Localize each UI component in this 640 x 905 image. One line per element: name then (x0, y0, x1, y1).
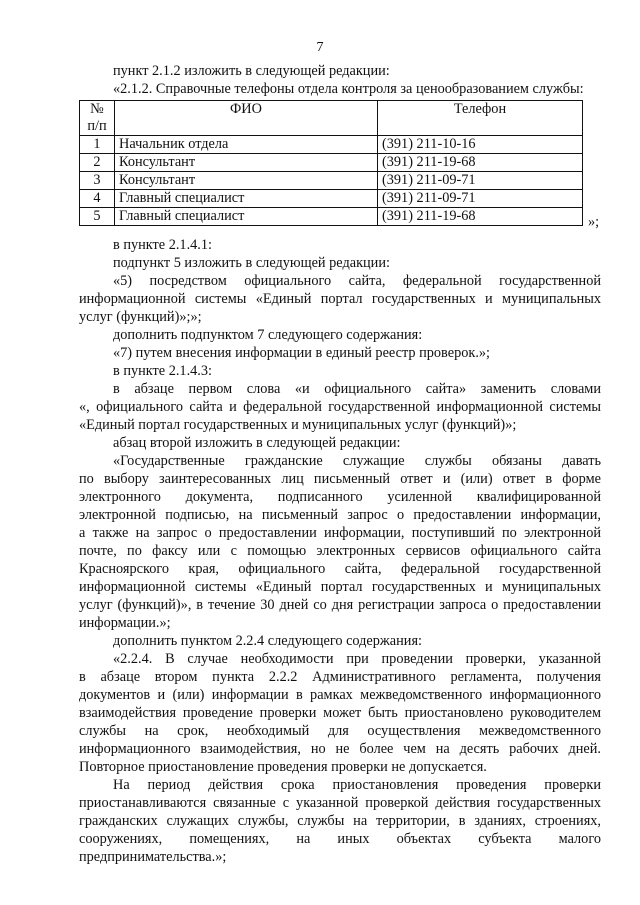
text-line: «7) путем внесения информации в единый реестр проверок.»; (113, 345, 491, 361)
text-line: «5) посредством официального сайта, федеральной государственной (113, 273, 601, 289)
text-line: электронного документа, подписанного усиленной квалифицированной (79, 489, 601, 505)
text-line: услуг (функций)», в течение 30 дней со дня регистрации запроса о предоставлении (79, 597, 601, 613)
table-row (80, 172, 583, 190)
table-row (80, 154, 583, 172)
text-line: гражданских служащих службы, службы на территории, в зданиях, строениях, (79, 813, 601, 829)
cell-num: 4 (80, 190, 115, 208)
text-line: «2.2.4. В случае необходимости при проведении проверки, указанной (113, 651, 601, 667)
text-line: по выбору заинтересованных лиц письменный ответ и (или) ответ в форме (79, 471, 601, 487)
cell-phone: (391) 211-09-71 (378, 172, 583, 190)
text-line: взаимодействия проведение проверки может быть приостановлено руководителем (79, 705, 601, 721)
text-line: а также на запрос о предоставлении информации, поступивший по электронной (79, 525, 601, 541)
header-fio-label: ФИО (230, 101, 262, 117)
text-line: службы на срок, необходимый для осуществления межведомственного (79, 723, 601, 739)
cell-num: 2 (80, 154, 115, 172)
header-fio (115, 101, 378, 136)
text-line: «, официального сайта и федеральной государственной информационной системы (79, 399, 601, 415)
text-line: подпункт 5 изложить в следующей редакции: (113, 255, 390, 271)
cell-num: 5 (80, 208, 115, 226)
text-line: в пункте 2.1.4.3: (113, 363, 212, 379)
text-line: информационной системы «Единый портал государственных и муниципальных (79, 579, 601, 595)
text-line: «Единый портал государственных и муниципальных услуг (функций)»; (79, 417, 517, 433)
cell-num: 3 (80, 172, 115, 190)
text-line: почте, по факсу или с помощью электронных сервисов официального сайта (79, 543, 601, 559)
cell-fio: Главный специалист (115, 208, 378, 226)
text-line: абзац второй изложить в следующей редакции: (113, 435, 401, 451)
cell-phone: (391) 211-19-68 (378, 154, 583, 172)
text-line: дополнить подпунктом 7 следующего содержания: (113, 327, 423, 343)
text-line: сооружениях, помещениях, на иных объектах субъекта малого (79, 831, 601, 847)
text-line: услуг (функций)»;»; (79, 309, 202, 325)
text-line: в абзаце первом слова «и официального сайта» заменить словами (113, 381, 601, 397)
text-line: документов и (или) информации в рамках межведомственного информационного (79, 687, 601, 703)
text-line: информационной системы «Единый портал государственных и муниципальных (79, 291, 601, 307)
intro-paragraph: пункт 2.1.2 изложить в следующей редакции: (113, 63, 390, 79)
text-line: «Государственные гражданские служащие службы обязаны давать (113, 453, 601, 469)
cell-fio: Начальник отдела (115, 136, 378, 154)
table-header-row (80, 101, 583, 136)
cell-fio: Консультант (115, 172, 378, 190)
table-row (80, 136, 583, 154)
cell-phone: (391) 211-09-71 (378, 190, 583, 208)
cell-fio: Консультант (115, 154, 378, 172)
header-phone (378, 101, 583, 136)
table-row (80, 190, 583, 208)
text-line: предпринимательства.»; (79, 849, 227, 865)
page-number: 7 (316, 40, 324, 55)
text-line: Красноярского края, официального сайта, федеральной государственной (79, 561, 601, 577)
cell-phone: (391) 211-10-16 (378, 136, 583, 154)
text-line: приостанавливаются связанные с указанной проверкой действия государственных (79, 795, 601, 811)
text-line: в абзаце втором пункта 2.2.2 Административного регламента, получения (79, 669, 601, 685)
text-line: в пункте 2.1.4.1: (113, 237, 212, 253)
text-line: дополнить пунктом 2.2.4 следующего содержания: (113, 633, 422, 649)
table-closing-quote: »; (588, 214, 600, 230)
header-num-label: № п/п (87, 101, 107, 134)
contacts-table (79, 100, 583, 226)
cell-fio: Главный специалист (115, 190, 378, 208)
cell-phone: (391) 211-19-68 (378, 208, 583, 226)
header-num (80, 101, 115, 136)
header-phone-label: Телефон (453, 101, 507, 117)
table-row (80, 208, 583, 226)
text-line: электронной подписью, на письменный запрос о предоставлении информации, (79, 507, 601, 523)
cell-num: 1 (80, 136, 115, 154)
text-line: На период действия срока приостановления проведения проверки (113, 777, 601, 793)
text-line: информационного взаимодействия, но не более чем на десять рабочих дней. (79, 741, 601, 757)
text-line: информации.»; (79, 615, 171, 631)
intro-paragraph: «2.1.2. Справочные телефоны отдела контроля за ценообразованием службы: (113, 81, 584, 97)
text-line: Повторное приостановление проведения проверки не допускается. (79, 759, 487, 775)
